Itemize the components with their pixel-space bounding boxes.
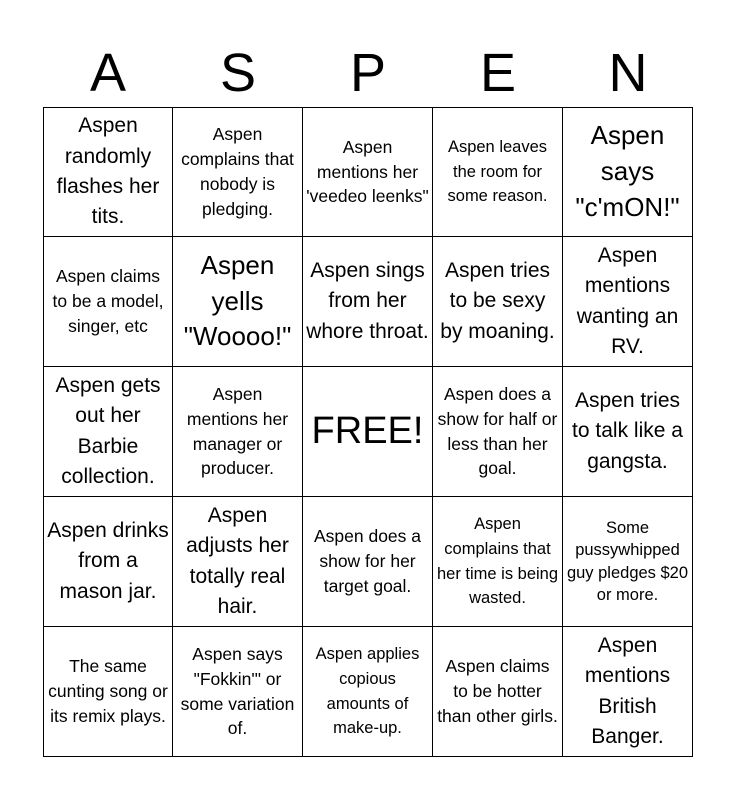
bingo-cell-text: Aspen mentions her 'veedeo leenks"	[306, 136, 429, 207]
bingo-cell[interactable]	[173, 627, 303, 757]
bingo-cell-text: Aspen does a show for her target goal.	[313, 526, 422, 596]
bingo-cell-text: Aspen sings from her whore throat.	[306, 258, 429, 343]
bingo-cell[interactable]	[563, 107, 693, 237]
header-letter-e: E	[479, 43, 517, 103]
bingo-cell-text: Aspen applies copious amounts of make-up.	[315, 645, 420, 738]
header-letter-a: A	[89, 43, 127, 103]
bingo-cell[interactable]	[433, 237, 563, 367]
bingo-cell[interactable]	[433, 107, 563, 237]
bingo-cell-text: Aspen adjusts her totally real hair.	[186, 503, 289, 618]
bingo-cell-text: Aspen mentions wanting an RV.	[576, 243, 679, 358]
bingo-cell[interactable]	[563, 237, 693, 367]
bingo-cell[interactable]	[173, 107, 303, 237]
bingo-cell-text: Aspen gets out her Barbie collection.	[55, 373, 161, 488]
header-letter-p: P	[349, 43, 387, 103]
bingo-header	[43, 40, 693, 106]
bingo-cell[interactable]	[563, 627, 693, 757]
bingo-cell-text: Aspen mentions British Banger.	[584, 633, 671, 748]
bingo-cell[interactable]	[43, 497, 173, 627]
bingo-cell-text: Aspen drinks from a mason jar.	[47, 518, 169, 603]
bingo-cell[interactable]	[303, 627, 433, 757]
bingo-cell-text: Aspen leaves the room for some reason.	[447, 137, 548, 206]
bingo-cell[interactable]	[563, 367, 693, 497]
bingo-cell[interactable]	[433, 497, 563, 627]
bingo-cell[interactable]	[43, 367, 173, 497]
bingo-cell-text: Aspen randomly flashes her tits.	[56, 114, 160, 229]
bingo-cell[interactable]	[173, 237, 303, 367]
bingo-cell[interactable]	[303, 497, 433, 627]
free-space[interactable]	[303, 367, 433, 497]
bingo-cell-text: Aspen claims to be a model, singer, etc	[52, 266, 164, 336]
bingo-cell[interactable]	[173, 497, 303, 627]
bingo-cell[interactable]	[43, 107, 173, 237]
bingo-cell-text: Aspen complains that nobody is pledging.	[181, 124, 294, 219]
bingo-cell[interactable]	[433, 367, 563, 497]
bingo-cell[interactable]	[173, 367, 303, 497]
bingo-cell-text: Aspen complains that her time is being wasted.	[436, 515, 559, 608]
bingo-cell[interactable]	[43, 627, 173, 757]
bingo-cell-text: Aspen yells "Woooo!"	[183, 249, 292, 352]
bingo-cell[interactable]	[43, 237, 173, 367]
bingo-cell-text: Aspen does a show for half or less than her goal.	[437, 383, 558, 479]
bingo-cell[interactable]	[303, 107, 433, 237]
header-letter-s: S	[219, 43, 257, 103]
bingo-cell[interactable]	[433, 627, 563, 757]
free-space-label: FREE!	[311, 409, 424, 452]
bingo-cell-text: Aspen says "c'mON!"	[575, 120, 680, 222]
header-letter-n: N	[608, 43, 648, 103]
bingo-cell[interactable]	[563, 497, 693, 627]
bingo-cell-text: Some pussywhipped guy pledges $20 or more.	[566, 518, 689, 604]
bingo-cell-text: Aspen says "Fokkin'" or some variation of.	[180, 643, 295, 739]
bingo-cell-text: Aspen tries to be sexy by moaning.	[440, 258, 555, 343]
bingo-cell-text: Aspen claims to be hotter than other girls.	[437, 656, 558, 726]
bingo-cell-text: Aspen tries to talk like a gangsta.	[572, 388, 683, 473]
bingo-board	[43, 107, 693, 757]
bingo-cell-text: The same cunting song or its remix plays.	[48, 656, 168, 726]
bingo-cell-text: Aspen mentions her manager or producer.	[186, 383, 289, 479]
bingo-cell[interactable]	[303, 237, 433, 367]
